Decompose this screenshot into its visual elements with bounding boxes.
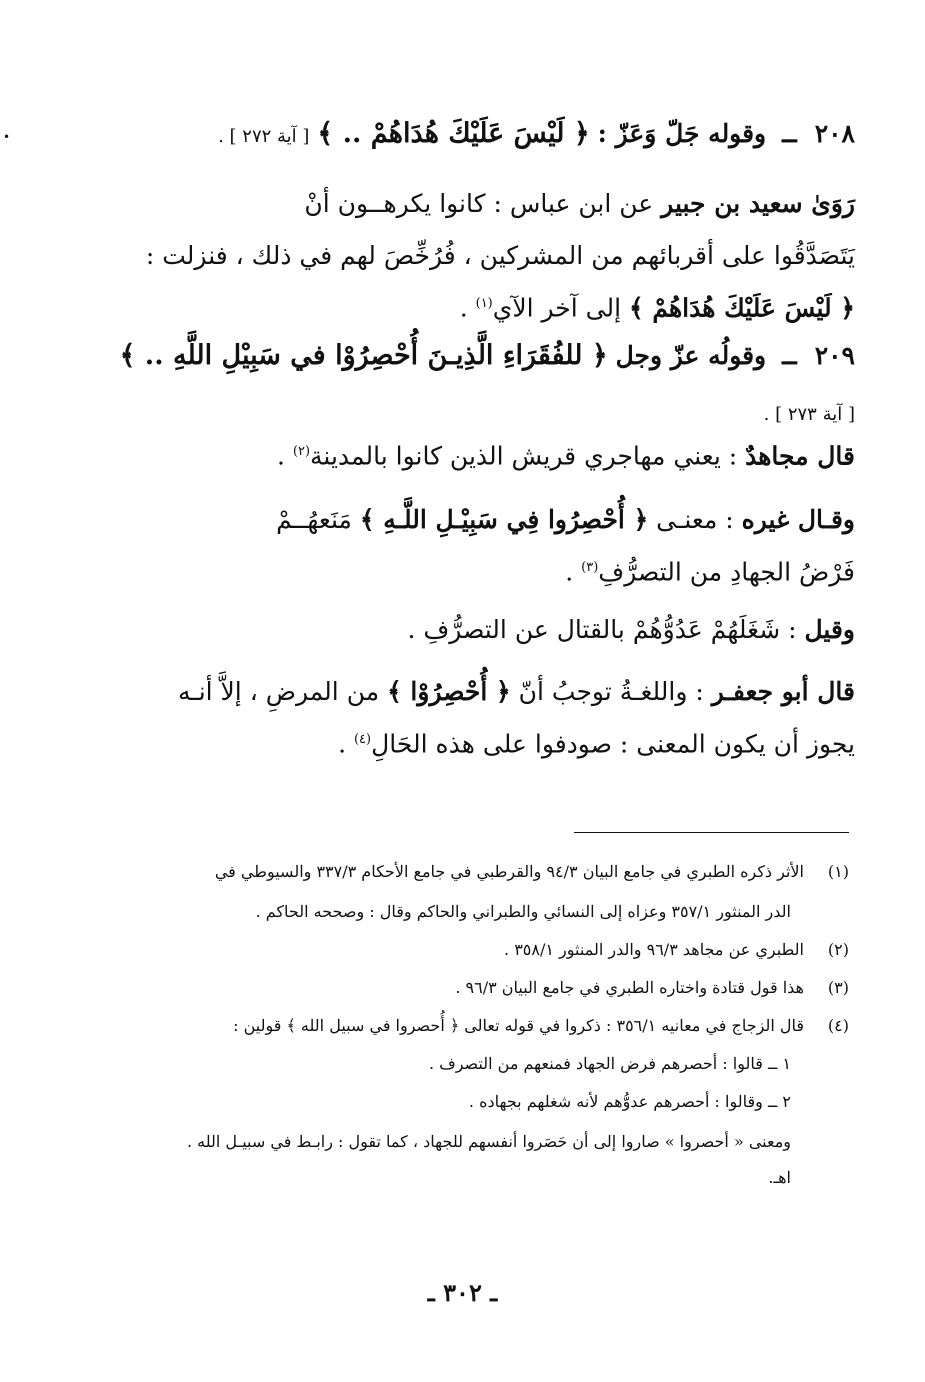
paragraph-line: [90, 392, 855, 435]
footnote-ref[interactable]: (٢): [292, 444, 311, 459]
page-number: ـ ٣٠٢ ـ: [427, 1278, 498, 1307]
footnote-ref[interactable]: (١): [475, 296, 493, 311]
paragraph-line: قال أبو جعفـر : واللغـةُ توجبُ أنّ ﴿ أُحْصِرُوْا ﴾ من المرضِ ، إلاَّ أنـه: [177, 677, 855, 706]
footnote-ref[interactable]: (٤): [353, 732, 372, 747]
paragraph-line: يَتَصَدَّقُوا على أقربائهم من المشركين ، فُرُخِّصَ لهم في ذلك ، فنزلت :: [145, 241, 855, 270]
footnote-number: (٣): [827, 978, 849, 997]
footnote-line: ٢ ــ وقالوا : أحصرهم عدوُّهم لأنه شغلهم بجهاده .: [468, 1092, 791, 1111]
footnote-number: (٤): [827, 1016, 849, 1035]
quran-verse: ﴿ أُحْصِرُوْا ﴾: [387, 677, 511, 706]
footnote-2: (٢)الطبري عن مجاهد ٩٦/٣ والدر المنثور ٣٥٨/١ .: [70, 936, 849, 964]
paragraph-line: فَرْضُ الجهادِ من التصرُّفِ$^{(٣)}$ .: [565, 557, 855, 587]
footnote-line: اهـ.: [768, 1168, 791, 1187]
speaker-name: وقيل: [804, 615, 855, 644]
speaker-name: وقـال غيره: [741, 505, 855, 534]
footnote-divider: [574, 832, 849, 833]
quran-verse: ﴿ لَيْسَ عَلَيْكَ هُدَاهُمْ ﴾: [628, 293, 855, 323]
paragraph-line: وقـال غيره : معنـى ﴿ أُحْصِرُوا فِي سَبِيْـلِ اللَّـهِ ﴾ مَنَعهُــمْ: [276, 505, 855, 534]
footnote-1: (١)الأثر ذكره الطبري في جامع البيان ٩٤/٣ والقرطبي في جامع الأحكام ٣٣٧/٣ والسيوطي في: [70, 858, 849, 886]
paragraph-line: قال مجاهدٌ : يعني مهاجري قريش الذين كانوا بالمدينة$^{(٢)}$ .: [276, 441, 855, 471]
paragraph-line: وقيل : شَغَلَهُمْ عَدُوُّهُمْ بالقتال عن التصرُّفِ .: [407, 615, 855, 644]
footnote-3: (٣)هذا قول قتادة واختاره الطبري في جامع البيان ٩٦/٣ .: [70, 974, 849, 1002]
entry-number: ٢٠٨: [814, 119, 855, 148]
quran-verse: ﴿ لَيْسَ عَلَيْكَ هُدَاهُمْ .. ﴾: [317, 118, 590, 149]
quran-verse: ﴿ أُحْصِرُوا فِي سَبِيْـلِ اللَّـهِ ﴾: [359, 505, 649, 534]
entry-intro: وقولُه عزّ وجل: [615, 341, 767, 370]
scan-edge-mark: •: [3, 130, 11, 144]
narrator-name: رَوَىٰ سعيد بن جبير: [661, 189, 855, 218]
footnote-line: ومعنى « أحصروا » صاروا إلى أن حَصَروا أنفسهم للجهاد ، كما تقول : رابـط في سبيـل الله .: [186, 1132, 791, 1151]
paragraph-line: يجوز أن يكون المعنى : صودفوا على هذه الحَالِ$^{(٤)}$ .: [338, 729, 855, 759]
paragraph-line: ﴿ لَيْسَ عَلَيْكَ هُدَاهُمْ ﴾ إلى آخر الآي$^{(١)}$ .: [459, 293, 855, 323]
footnote-line: ١ ــ قالوا : أحصرهم فرض الجهاد فمنعهم من التصرف .: [428, 1054, 791, 1073]
quran-verse: ﴿ للفُقَرَاءِ الَّذِيـنَ أُحْصِرُوْا في سَبِيْلِ اللَّهِ .. ﴾: [119, 340, 608, 371]
footnote-ref[interactable]: (٣): [581, 560, 599, 575]
entry-208-heading: ٢٠٨ ــ وقوله جَلّ وَعَزّ : ﴿ لَيْسَ عَلَيْكَ هُدَاهُمْ .. ﴾ [ آية ٢٧٢ ] .: [218, 118, 855, 149]
footnote-line: الدر المنثور ٣٥٧/١ وعزاه إلى النسائي والطبراني والحاكم وقال : وصححه الحاكم .: [255, 902, 791, 921]
entry-number: ٢٠٩: [814, 341, 855, 370]
verse-reference: [ آية ٢٧٣ ] .: [763, 404, 855, 425]
footnote-number: (٢): [827, 940, 849, 959]
entry-intro: وقوله جَلّ وَعَزّ :: [597, 119, 767, 148]
speaker-name: قال مجاهدٌ: [745, 441, 855, 471]
footnote-number: (١): [827, 862, 849, 881]
paragraph-line: رَوَىٰ سعيد بن جبير عن ابن عباس : كانوا يكرهــون أنْ: [304, 189, 855, 218]
verse-reference: [ آية ٢٧٢ ] .: [218, 126, 310, 147]
footnote-4: (٤)قال الزجاج في معانيه ٣٥٦/١ : ذكروا في قوله تعالى ﴿ أُحصروا في سبيل الله ﴾ قولين :: [70, 1012, 849, 1040]
entry-209-heading: ٢٠٩ ــ وقولُه عزّ وجل ﴿ للفُقَرَاءِ الَّذِيـنَ أُحْصِرُوْا في سَبِيْلِ اللَّهِ .. ﴾: [119, 340, 855, 371]
speaker-name: قال أبو جعفـر: [711, 677, 855, 706]
